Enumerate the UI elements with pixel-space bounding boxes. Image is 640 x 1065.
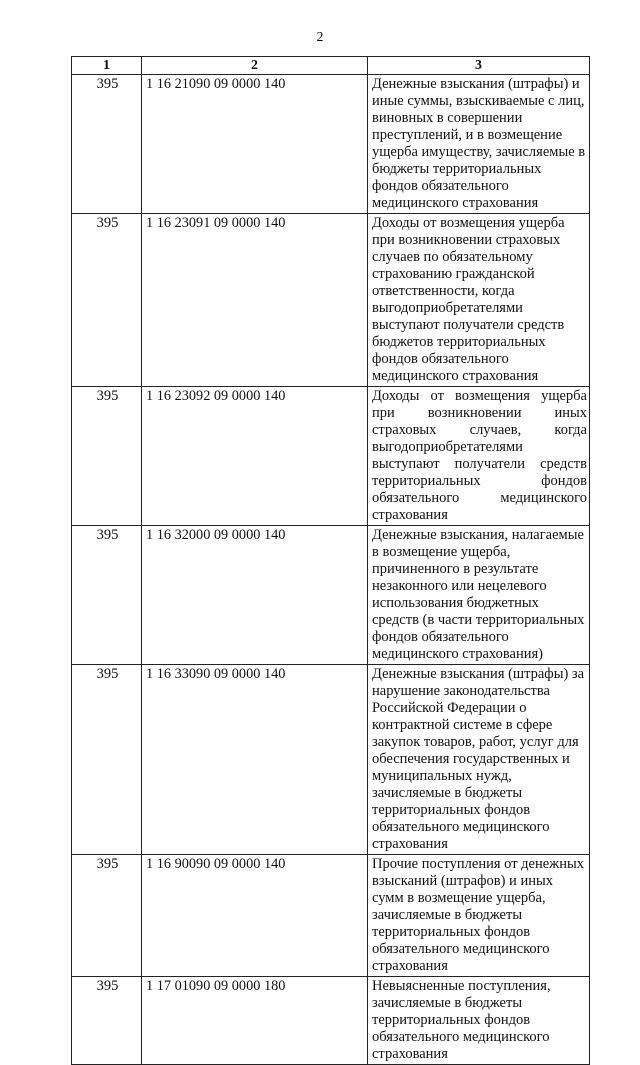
budget-classification-code-cell: 1 16 33090 09 0000 140 bbox=[142, 665, 368, 855]
table-row bbox=[72, 75, 590, 214]
table-row bbox=[72, 387, 590, 526]
column-header-1: 1 bbox=[72, 57, 142, 75]
table-row bbox=[72, 665, 590, 855]
revenue-description-cell: Денежные взыскания, налагаемые в возмещение ущерба, причиненного в результате незаконного или нецелевого использования бюджетных средств (в части территориальных фондов обязательного медицинского страхования) bbox=[368, 526, 590, 665]
table-header-row bbox=[72, 57, 590, 75]
administrator-code-cell: 395 bbox=[72, 214, 142, 387]
administrator-code-cell: 395 bbox=[72, 977, 142, 1065]
administrator-code-cell: 395 bbox=[72, 526, 142, 665]
revenue-description-cell: Денежные взыскания (штрафы) и иные суммы, взыскиваемые с лиц, виновных в совершении преступлений, и в возмещение ущерба имуществу, зачисляемые в бюджеты территориальных фондов обязательного медицинского страхования bbox=[368, 75, 590, 214]
administrator-code-cell: 395 bbox=[72, 387, 142, 526]
revenue-description-cell: Прочие поступления от денежных взысканий (штрафов) и иных сумм в возмещение ущерба, зачисляемые в бюджеты территориальных фондов обязательного медицинского страхования bbox=[368, 855, 590, 977]
table-row bbox=[72, 855, 590, 977]
table-row bbox=[72, 526, 590, 665]
administrator-code-cell: 395 bbox=[72, 855, 142, 977]
budget-classification-code-cell: 1 16 23092 09 0000 140 bbox=[142, 387, 368, 526]
table-row bbox=[72, 977, 590, 1065]
budget-classification-code-cell: 1 16 90090 09 0000 140 bbox=[142, 855, 368, 977]
revenue-description-cell: Доходы от возмещения ущерба при возникновении иных страховых случаев, когда выгодоприобретателями выступают получатели средств территориальных фондов обязательного медицинского страхования bbox=[368, 387, 590, 526]
budget-classification-code-cell: 1 16 32000 09 0000 140 bbox=[142, 526, 368, 665]
column-header-3: 3 bbox=[368, 57, 590, 75]
revenue-description-cell: Доходы от возмещения ущерба при возникновении страховых случаев по обязательному страхованию гражданской ответственности, когда выгодоприобретателями выступают получатели средств бюджетов территориальных фондов обязательного медицинского страхования bbox=[368, 214, 590, 387]
page-number: 2 bbox=[316, 30, 324, 45]
budget-classification-code-cell: 1 16 21090 09 0000 140 bbox=[142, 75, 368, 214]
column-header-2: 2 bbox=[142, 57, 368, 75]
budget-classification-code-cell: 1 16 23091 09 0000 140 bbox=[142, 214, 368, 387]
revenue-description-cell: Денежные взыскания (штрафы) за нарушение законодательства Российской Федерации о контрактной системе в сфере закупок товаров, работ, услуг для обеспечения государственных и муниципальных нужд, зачисляемые в бюджеты территориальных фондов обязательного медицинского страхования bbox=[368, 665, 590, 855]
revenue-codes-table bbox=[71, 56, 590, 1065]
administrator-code-cell: 395 bbox=[72, 75, 142, 214]
revenue-description-cell: Невыясненные поступления, зачисляемые в бюджеты территориальных фондов обязательного медицинского страхования bbox=[368, 977, 590, 1065]
administrator-code-cell: 395 bbox=[72, 665, 142, 855]
table-row bbox=[72, 214, 590, 387]
budget-classification-code-cell: 1 17 01090 09 0000 180 bbox=[142, 977, 368, 1065]
